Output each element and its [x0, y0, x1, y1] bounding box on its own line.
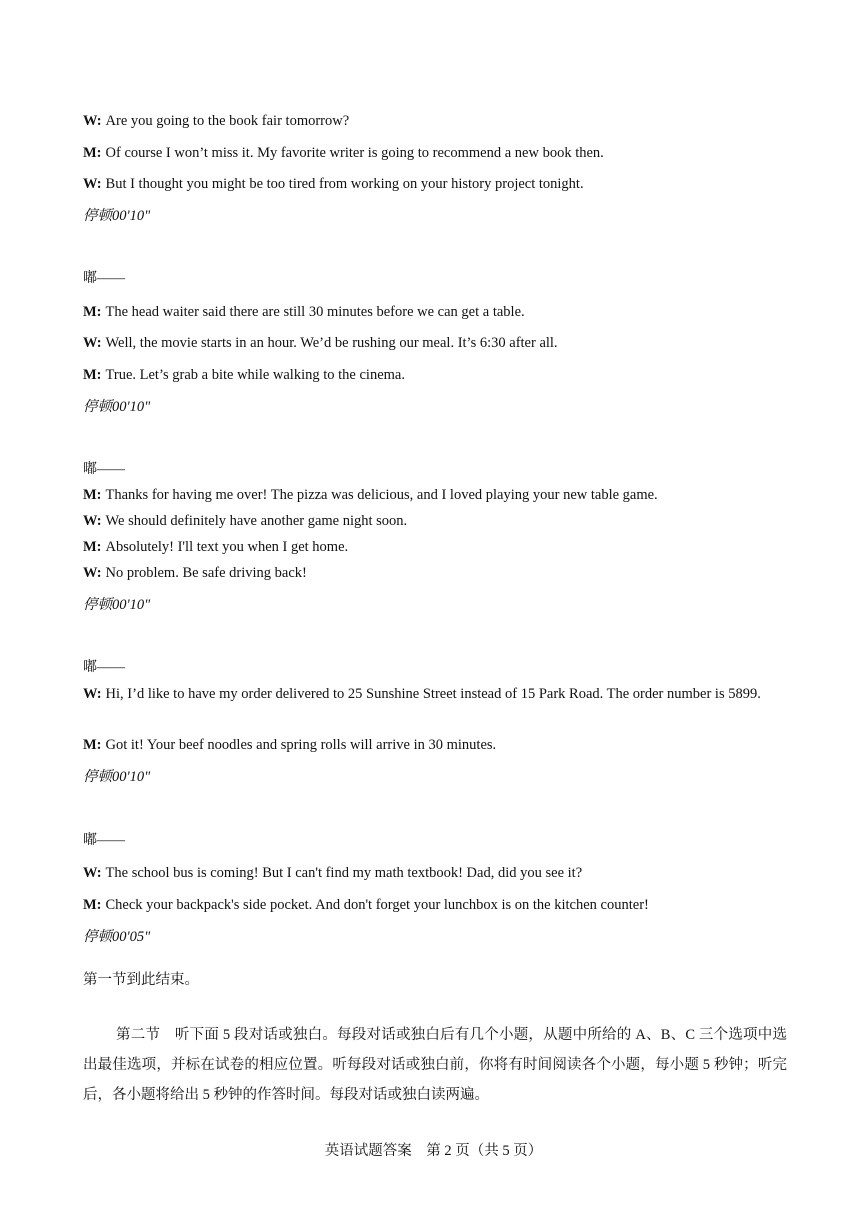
dialogue-text: We should definitely have another game night soon. [105, 513, 408, 529]
dialogue-line [83, 682, 789, 707]
dialogue-line [83, 864, 582, 882]
dialogue-text: Thanks for having me over! The pizza was delicious, and I loved playing your new table game. [105, 487, 658, 503]
dialogue-text: Absolutely! I'll text you when I get home. [105, 539, 349, 555]
section-one-end: 第一节到此结束。 [83, 972, 199, 988]
speaker-label: M: [83, 487, 102, 503]
dialogue-line [83, 896, 649, 914]
dialogue-text: Hi, I’d like to have my order delivered to 25 Sunshine Street instead of 15 Park Road. The order number is 5899. [105, 686, 761, 702]
pause-marker: 停顿00'05" [83, 929, 151, 945]
pause-marker: 停顿00'10" [83, 597, 151, 613]
page-footer: 英语试题答案 第 2 页（共 5 页） [324, 1143, 543, 1159]
speaker-label: W: [83, 176, 102, 192]
dialogue-text: True. Let’s grab a bite while walking to the cinema. [105, 367, 405, 383]
speaker-label: W: [83, 113, 102, 129]
dialogue-line [83, 366, 405, 384]
dialogue-line [83, 303, 525, 321]
beep-marker: 嘟—— [83, 833, 125, 848]
pause-marker: 停顿00'10" [83, 399, 151, 415]
pause-marker: 停顿00'10" [83, 208, 151, 224]
speaker-label: W: [83, 565, 102, 581]
dialogue-text: The head waiter said there are still 30 minutes before we can get a table. [105, 304, 525, 320]
speaker-label: M: [83, 304, 102, 320]
dialogue-text: Check your backpack's side pocket. And don't forget your lunchbox is on the kitchen counter! [105, 897, 649, 913]
dialogue-line [83, 538, 348, 556]
beep-marker: 嘟—— [83, 660, 125, 675]
dialogue-line [83, 564, 307, 582]
dialogue-line [83, 334, 558, 352]
dialogue-text: The school bus is coming! But I can't find my math textbook! Dad, did you see it? [105, 865, 583, 881]
speaker-label: M: [83, 367, 102, 383]
dialogue-line [83, 512, 407, 530]
pause-marker: 停顿00'10" [83, 769, 151, 785]
speaker-label: M: [83, 897, 102, 913]
speaker-label: M: [83, 145, 102, 161]
dialogue-line [83, 486, 658, 504]
dialogue-text: Are you going to the book fair tomorrow? [105, 113, 350, 129]
speaker-label: W: [83, 335, 102, 351]
beep-marker: 嘟—— [83, 462, 125, 477]
speaker-label: W: [83, 513, 102, 529]
dialogue-text: Of course I won’t miss it. My favorite writer is going to recommend a new book then. [105, 145, 604, 161]
dialogue-line [83, 736, 496, 754]
speaker-label: M: [83, 737, 102, 753]
speaker-label: W: [83, 686, 102, 702]
beep-marker: 嘟—— [83, 271, 125, 286]
dialogue-text: Got it! Your beef noodles and spring rolls will arrive in 30 minutes. [105, 737, 497, 753]
speaker-label: W: [83, 865, 102, 881]
dialogue-line [83, 112, 349, 130]
section-two-instructions: 第二节 听下面 5 段对话或独白。每段对话或独白后有几个小题，从题中所给的 A、B、C 三个选项中选出最佳选项，并标在试卷的相应位置。听每段对话或独白前，你将有时间阅读各个小题，每小题 5 秒钟；听完后，各小题将给出 5 秒钟的作答时间。每段对话或独白读两遍。 [83, 1027, 787, 1103]
dialogue-line [83, 175, 584, 193]
dialogue-text: But I thought you might be too tired from working on your history project tonight. [105, 176, 584, 192]
dialogue-line [83, 144, 604, 162]
dialogue-text: No problem. Be safe driving back! [105, 565, 307, 581]
dialogue-text: Well, the movie starts in an hour. We’d be rushing our meal. It’s 6:30 after all. [105, 335, 558, 351]
speaker-label: M: [83, 539, 102, 555]
